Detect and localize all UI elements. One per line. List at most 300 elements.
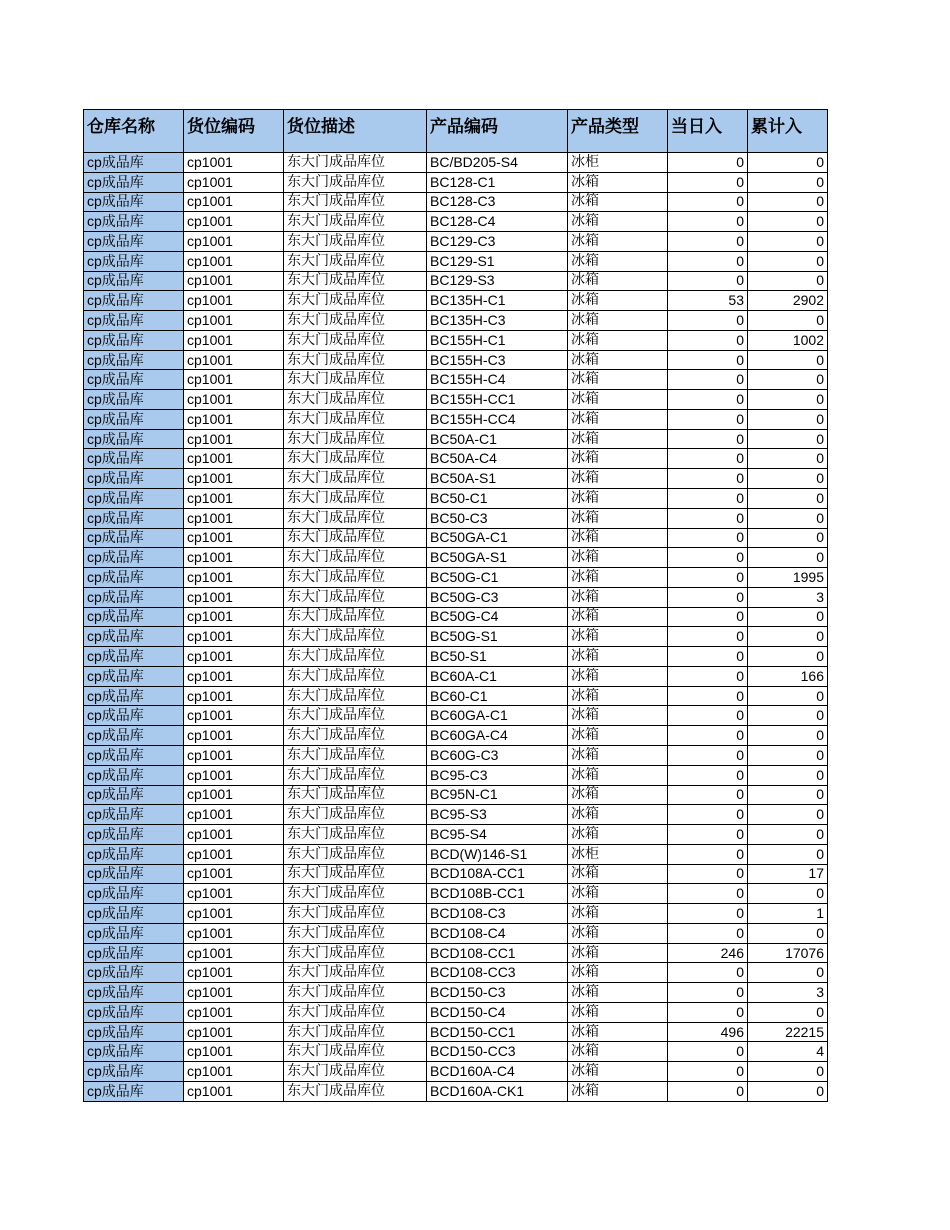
table-row [84, 469, 828, 489]
cell-product-type: 冰箱 [568, 904, 668, 924]
cell-warehouse-name: cp成品库 [84, 568, 184, 588]
table-row [84, 330, 828, 350]
header-product-code: 产品编码 [427, 110, 568, 153]
cell-daily-in: 0 [668, 825, 748, 845]
cell-cumulative-in: 0 [748, 311, 828, 331]
cell-daily-in: 0 [668, 390, 748, 410]
cell-product-code: BC155H-C1 [427, 330, 568, 350]
cell-product-type: 冰箱 [568, 726, 668, 746]
cell-product-code: BC128-C4 [427, 212, 568, 232]
cell-product-type: 冰箱 [568, 1002, 668, 1022]
cell-warehouse-name: cp成品库 [84, 409, 184, 429]
table-row [84, 429, 828, 449]
table-row [84, 1081, 828, 1101]
cell-cumulative-in: 3 [748, 983, 828, 1003]
cell-product-code: BC135H-C3 [427, 311, 568, 331]
cell-warehouse-name: cp成品库 [84, 172, 184, 192]
cell-location-desc: 东大门成品库位 [284, 706, 427, 726]
cell-warehouse-name: cp成品库 [84, 153, 184, 173]
table-row [84, 1022, 828, 1042]
cell-product-type: 冰箱 [568, 963, 668, 983]
cell-location-desc: 东大门成品库位 [284, 983, 427, 1003]
cell-cumulative-in: 0 [748, 765, 828, 785]
cell-product-type: 冰箱 [568, 528, 668, 548]
table-row [84, 627, 828, 647]
table-row [84, 449, 828, 469]
cell-product-type: 冰箱 [568, 1022, 668, 1042]
cell-product-type: 冰箱 [568, 765, 668, 785]
table-row [84, 232, 828, 252]
cell-daily-in: 0 [668, 251, 748, 271]
table-row [84, 409, 828, 429]
cell-product-type: 冰箱 [568, 370, 668, 390]
cell-warehouse-name: cp成品库 [84, 1042, 184, 1062]
table-row [84, 311, 828, 331]
table-row [84, 765, 828, 785]
cell-product-code: BC50-C3 [427, 508, 568, 528]
table-row [84, 489, 828, 509]
cell-warehouse-name: cp成品库 [84, 251, 184, 271]
cell-cumulative-in: 0 [748, 745, 828, 765]
cell-daily-in: 0 [668, 232, 748, 252]
cell-product-code: BC50G-S1 [427, 627, 568, 647]
cell-product-code: BC129-S1 [427, 251, 568, 271]
cell-location-desc: 东大门成品库位 [284, 726, 427, 746]
table-row [84, 192, 828, 212]
cell-product-code: BC50GA-S1 [427, 548, 568, 568]
table-row [84, 943, 828, 963]
cell-location-desc: 东大门成品库位 [284, 489, 427, 509]
cell-location-code: cp1001 [184, 607, 284, 627]
table-row [84, 745, 828, 765]
cell-warehouse-name: cp成品库 [84, 1081, 184, 1101]
cell-location-code: cp1001 [184, 686, 284, 706]
cell-product-code: BC128-C3 [427, 192, 568, 212]
cell-location-code: cp1001 [184, 884, 284, 904]
cell-cumulative-in: 0 [748, 1002, 828, 1022]
cell-daily-in: 496 [668, 1022, 748, 1042]
table-row [84, 726, 828, 746]
cell-warehouse-name: cp成品库 [84, 587, 184, 607]
cell-product-code: BC60A-C1 [427, 666, 568, 686]
cell-location-code: cp1001 [184, 192, 284, 212]
cell-product-type: 冰箱 [568, 330, 668, 350]
cell-warehouse-name: cp成品库 [84, 923, 184, 943]
cell-cumulative-in: 0 [748, 429, 828, 449]
cell-daily-in: 0 [668, 904, 748, 924]
cell-location-code: cp1001 [184, 765, 284, 785]
header-warehouse-name: 仓库名称 [84, 110, 184, 153]
cell-location-desc: 东大门成品库位 [284, 548, 427, 568]
cell-location-code: cp1001 [184, 844, 284, 864]
cell-cumulative-in: 0 [748, 825, 828, 845]
cell-product-code: BCD108-C3 [427, 904, 568, 924]
cell-warehouse-name: cp成品库 [84, 706, 184, 726]
cell-location-code: cp1001 [184, 745, 284, 765]
cell-location-desc: 东大门成品库位 [284, 271, 427, 291]
table-row [84, 785, 828, 805]
cell-product-code: BC50G-C1 [427, 568, 568, 588]
cell-location-code: cp1001 [184, 943, 284, 963]
table-row [84, 904, 828, 924]
cell-product-type: 冰柜 [568, 844, 668, 864]
cell-daily-in: 0 [668, 469, 748, 489]
cell-cumulative-in: 0 [748, 390, 828, 410]
cell-product-code: BC60-C1 [427, 686, 568, 706]
table-row [84, 548, 828, 568]
cell-location-code: cp1001 [184, 864, 284, 884]
cell-product-code: BC95-S4 [427, 825, 568, 845]
cell-location-code: cp1001 [184, 1062, 284, 1082]
cell-cumulative-in: 0 [748, 370, 828, 390]
table-row [84, 844, 828, 864]
cell-location-desc: 东大门成品库位 [284, 192, 427, 212]
cell-location-desc: 东大门成品库位 [284, 153, 427, 173]
cell-location-desc: 东大门成品库位 [284, 745, 427, 765]
cell-warehouse-name: cp成品库 [84, 548, 184, 568]
cell-warehouse-name: cp成品库 [84, 983, 184, 1003]
cell-cumulative-in: 0 [748, 805, 828, 825]
cell-warehouse-name: cp成品库 [84, 726, 184, 746]
cell-daily-in: 0 [668, 923, 748, 943]
cell-location-desc: 东大门成品库位 [284, 884, 427, 904]
cell-daily-in: 0 [668, 370, 748, 390]
cell-cumulative-in: 0 [748, 350, 828, 370]
cell-product-type: 冰箱 [568, 607, 668, 627]
cell-location-code: cp1001 [184, 1002, 284, 1022]
cell-location-code: cp1001 [184, 350, 284, 370]
cell-product-code: BCD108B-CC1 [427, 884, 568, 904]
cell-product-code: BC/BD205-S4 [427, 153, 568, 173]
cell-cumulative-in: 0 [748, 508, 828, 528]
cell-warehouse-name: cp成品库 [84, 449, 184, 469]
cell-location-desc: 东大门成品库位 [284, 686, 427, 706]
cell-daily-in: 0 [668, 706, 748, 726]
cell-location-code: cp1001 [184, 706, 284, 726]
cell-product-type: 冰柜 [568, 153, 668, 173]
cell-location-desc: 东大门成品库位 [284, 647, 427, 667]
cell-daily-in: 0 [668, 587, 748, 607]
cell-location-code: cp1001 [184, 291, 284, 311]
cell-cumulative-in: 0 [748, 686, 828, 706]
cell-cumulative-in: 0 [748, 1062, 828, 1082]
cell-warehouse-name: cp成品库 [84, 429, 184, 449]
cell-location-code: cp1001 [184, 271, 284, 291]
cell-location-code: cp1001 [184, 825, 284, 845]
cell-daily-in: 53 [668, 291, 748, 311]
cell-location-desc: 东大门成品库位 [284, 469, 427, 489]
table-row [84, 508, 828, 528]
cell-product-type: 冰箱 [568, 508, 668, 528]
table-row [84, 212, 828, 232]
cell-product-type: 冰箱 [568, 884, 668, 904]
cell-location-desc: 东大门成品库位 [284, 1002, 427, 1022]
cell-product-type: 冰箱 [568, 923, 668, 943]
cell-product-code: BCD150-C4 [427, 1002, 568, 1022]
cell-cumulative-in: 17076 [748, 943, 828, 963]
cell-cumulative-in: 0 [748, 232, 828, 252]
cell-warehouse-name: cp成品库 [84, 311, 184, 331]
cell-product-type: 冰箱 [568, 271, 668, 291]
table-row [84, 291, 828, 311]
table-row [84, 153, 828, 173]
cell-product-code: BCD150-CC3 [427, 1042, 568, 1062]
cell-location-code: cp1001 [184, 508, 284, 528]
cell-warehouse-name: cp成品库 [84, 271, 184, 291]
cell-product-type: 冰箱 [568, 489, 668, 509]
cell-product-code: BCD160A-CK1 [427, 1081, 568, 1101]
cell-daily-in: 0 [668, 429, 748, 449]
cell-product-code: BC60GA-C4 [427, 726, 568, 746]
cell-daily-in: 0 [668, 212, 748, 232]
cell-location-code: cp1001 [184, 370, 284, 390]
cell-daily-in: 0 [668, 963, 748, 983]
table-row [84, 923, 828, 943]
cell-warehouse-name: cp成品库 [84, 904, 184, 924]
cell-product-type: 冰箱 [568, 943, 668, 963]
cell-product-type: 冰箱 [568, 1042, 668, 1062]
cell-warehouse-name: cp成品库 [84, 232, 184, 252]
cell-daily-in: 0 [668, 271, 748, 291]
cell-warehouse-name: cp成品库 [84, 330, 184, 350]
cell-daily-in: 246 [668, 943, 748, 963]
cell-cumulative-in: 1995 [748, 568, 828, 588]
cell-location-desc: 东大门成品库位 [284, 1062, 427, 1082]
cell-location-code: cp1001 [184, 153, 284, 173]
cell-daily-in: 0 [668, 1002, 748, 1022]
cell-daily-in: 0 [668, 1042, 748, 1062]
cell-location-desc: 东大门成品库位 [284, 1022, 427, 1042]
cell-cumulative-in: 0 [748, 548, 828, 568]
cell-daily-in: 0 [668, 686, 748, 706]
cell-product-type: 冰箱 [568, 686, 668, 706]
cell-daily-in: 0 [668, 568, 748, 588]
cell-product-code: BC128-C1 [427, 172, 568, 192]
table-row [84, 1062, 828, 1082]
cell-product-code: BC50-S1 [427, 647, 568, 667]
cell-product-code: BC129-C3 [427, 232, 568, 252]
table-row [84, 1042, 828, 1062]
cell-location-code: cp1001 [184, 587, 284, 607]
cell-daily-in: 0 [668, 607, 748, 627]
cell-product-code: BC50A-C1 [427, 429, 568, 449]
table-row [84, 706, 828, 726]
cell-cumulative-in: 0 [748, 923, 828, 943]
cell-product-type: 冰箱 [568, 548, 668, 568]
cell-warehouse-name: cp成品库 [84, 765, 184, 785]
cell-location-desc: 东大门成品库位 [284, 232, 427, 252]
cell-location-code: cp1001 [184, 311, 284, 331]
cell-location-desc: 东大门成品库位 [284, 963, 427, 983]
cell-location-desc: 东大门成品库位 [284, 449, 427, 469]
cell-location-code: cp1001 [184, 469, 284, 489]
cell-cumulative-in: 0 [748, 528, 828, 548]
cell-location-code: cp1001 [184, 1081, 284, 1101]
cell-daily-in: 0 [668, 627, 748, 647]
cell-location-code: cp1001 [184, 212, 284, 232]
table-row [84, 528, 828, 548]
cell-daily-in: 0 [668, 409, 748, 429]
cell-warehouse-name: cp成品库 [84, 825, 184, 845]
cell-product-type: 冰箱 [568, 390, 668, 410]
cell-product-type: 冰箱 [568, 568, 668, 588]
cell-location-desc: 东大门成品库位 [284, 1081, 427, 1101]
cell-location-desc: 东大门成品库位 [284, 923, 427, 943]
cell-cumulative-in: 1 [748, 904, 828, 924]
cell-product-type: 冰箱 [568, 825, 668, 845]
cell-location-desc: 东大门成品库位 [284, 508, 427, 528]
cell-location-code: cp1001 [184, 330, 284, 350]
cell-warehouse-name: cp成品库 [84, 884, 184, 904]
cell-warehouse-name: cp成品库 [84, 785, 184, 805]
cell-location-desc: 东大门成品库位 [284, 311, 427, 331]
cell-location-desc: 东大门成品库位 [284, 528, 427, 548]
cell-location-desc: 东大门成品库位 [284, 390, 427, 410]
cell-product-code: BC50A-S1 [427, 469, 568, 489]
table-row [84, 686, 828, 706]
cell-location-desc: 东大门成品库位 [284, 864, 427, 884]
cell-warehouse-name: cp成品库 [84, 192, 184, 212]
cell-daily-in: 0 [668, 528, 748, 548]
cell-product-type: 冰箱 [568, 983, 668, 1003]
cell-cumulative-in: 0 [748, 409, 828, 429]
header-daily-in: 当日入 [668, 110, 748, 153]
table-row [84, 983, 828, 1003]
cell-warehouse-name: cp成品库 [84, 370, 184, 390]
cell-cumulative-in: 0 [748, 647, 828, 667]
cell-cumulative-in: 0 [748, 469, 828, 489]
cell-cumulative-in: 22215 [748, 1022, 828, 1042]
cell-daily-in: 0 [668, 350, 748, 370]
cell-location-desc: 东大门成品库位 [284, 904, 427, 924]
header-location-desc: 货位描述 [284, 110, 427, 153]
cell-product-code: BC95-C3 [427, 765, 568, 785]
cell-location-code: cp1001 [184, 1022, 284, 1042]
cell-location-code: cp1001 [184, 904, 284, 924]
cell-cumulative-in: 0 [748, 251, 828, 271]
cell-location-code: cp1001 [184, 666, 284, 686]
cell-warehouse-name: cp成品库 [84, 508, 184, 528]
cell-daily-in: 0 [668, 1062, 748, 1082]
cell-daily-in: 0 [668, 844, 748, 864]
cell-cumulative-in: 0 [748, 172, 828, 192]
cell-daily-in: 0 [668, 153, 748, 173]
cell-product-code: BC155H-C3 [427, 350, 568, 370]
cell-location-desc: 东大门成品库位 [284, 666, 427, 686]
cell-location-code: cp1001 [184, 726, 284, 746]
table-row [84, 271, 828, 291]
cell-warehouse-name: cp成品库 [84, 528, 184, 548]
cell-cumulative-in: 4 [748, 1042, 828, 1062]
cell-location-desc: 东大门成品库位 [284, 844, 427, 864]
cell-product-code: BC50A-C4 [427, 449, 568, 469]
cell-product-type: 冰箱 [568, 745, 668, 765]
cell-location-desc: 东大门成品库位 [284, 1042, 427, 1062]
cell-warehouse-name: cp成品库 [84, 647, 184, 667]
cell-location-code: cp1001 [184, 1042, 284, 1062]
cell-location-desc: 东大门成品库位 [284, 251, 427, 271]
table-row [84, 825, 828, 845]
cell-cumulative-in: 0 [748, 726, 828, 746]
cell-product-type: 冰箱 [568, 429, 668, 449]
cell-product-code: BC135H-C1 [427, 291, 568, 311]
cell-product-type: 冰箱 [568, 1081, 668, 1101]
cell-product-code: BCD160A-C4 [427, 1062, 568, 1082]
cell-warehouse-name: cp成品库 [84, 291, 184, 311]
cell-product-code: BC155H-CC4 [427, 409, 568, 429]
header-cumulative-in: 累计入 [748, 110, 828, 153]
cell-cumulative-in: 166 [748, 666, 828, 686]
cell-warehouse-name: cp成品库 [84, 489, 184, 509]
cell-product-code: BCD108-C4 [427, 923, 568, 943]
cell-location-desc: 东大门成品库位 [284, 212, 427, 232]
cell-location-code: cp1001 [184, 489, 284, 509]
cell-location-code: cp1001 [184, 647, 284, 667]
cell-cumulative-in: 3 [748, 587, 828, 607]
cell-product-type: 冰箱 [568, 350, 668, 370]
cell-daily-in: 0 [668, 311, 748, 331]
cell-cumulative-in: 0 [748, 489, 828, 509]
cell-cumulative-in: 0 [748, 449, 828, 469]
cell-product-code: BCD(W)146-S1 [427, 844, 568, 864]
cell-product-type: 冰箱 [568, 212, 668, 232]
cell-location-code: cp1001 [184, 232, 284, 252]
cell-location-code: cp1001 [184, 449, 284, 469]
cell-location-desc: 东大门成品库位 [284, 607, 427, 627]
cell-product-type: 冰箱 [568, 706, 668, 726]
cell-cumulative-in: 0 [748, 153, 828, 173]
cell-location-code: cp1001 [184, 983, 284, 1003]
cell-location-desc: 东大门成品库位 [284, 370, 427, 390]
cell-warehouse-name: cp成品库 [84, 1062, 184, 1082]
cell-warehouse-name: cp成品库 [84, 844, 184, 864]
warehouse-inventory-table [83, 109, 828, 1102]
cell-daily-in: 0 [668, 983, 748, 1003]
cell-daily-in: 0 [668, 1081, 748, 1101]
table-row [84, 864, 828, 884]
cell-product-code: BC50GA-C1 [427, 528, 568, 548]
cell-daily-in: 0 [668, 172, 748, 192]
table-row [84, 607, 828, 627]
table-row [84, 370, 828, 390]
cell-location-code: cp1001 [184, 627, 284, 647]
cell-product-code: BC129-S3 [427, 271, 568, 291]
table-row [84, 587, 828, 607]
cell-location-desc: 东大门成品库位 [284, 785, 427, 805]
table-row [84, 350, 828, 370]
cell-daily-in: 0 [668, 864, 748, 884]
cell-product-code: BC50-C1 [427, 489, 568, 509]
cell-product-code: BCD150-CC1 [427, 1022, 568, 1042]
cell-location-code: cp1001 [184, 429, 284, 449]
cell-cumulative-in: 0 [748, 963, 828, 983]
cell-daily-in: 0 [668, 508, 748, 528]
cell-product-code: BC95N-C1 [427, 785, 568, 805]
cell-location-desc: 东大门成品库位 [284, 291, 427, 311]
cell-location-code: cp1001 [184, 390, 284, 410]
cell-product-type: 冰箱 [568, 251, 668, 271]
cell-daily-in: 0 [668, 449, 748, 469]
cell-product-type: 冰箱 [568, 627, 668, 647]
cell-warehouse-name: cp成品库 [84, 864, 184, 884]
cell-product-code: BC60G-C3 [427, 745, 568, 765]
cell-location-desc: 东大门成品库位 [284, 943, 427, 963]
header-location-code: 货位编码 [184, 110, 284, 153]
cell-daily-in: 0 [668, 884, 748, 904]
cell-product-code: BC60GA-C1 [427, 706, 568, 726]
cell-warehouse-name: cp成品库 [84, 686, 184, 706]
cell-product-code: BCD108-CC1 [427, 943, 568, 963]
